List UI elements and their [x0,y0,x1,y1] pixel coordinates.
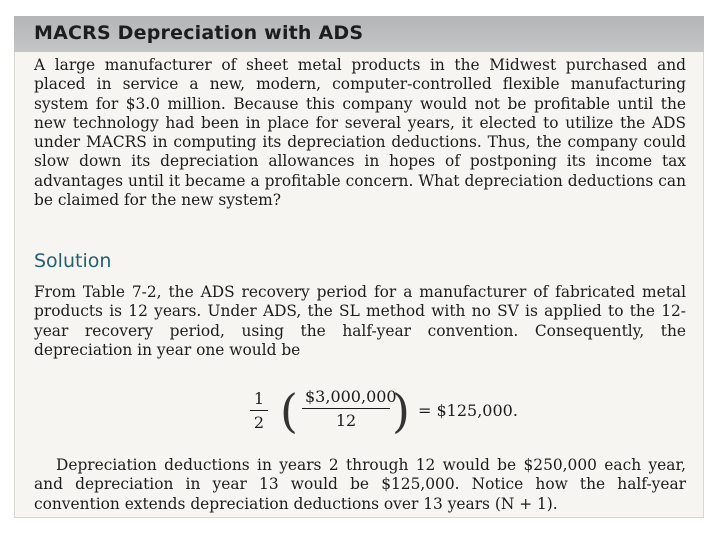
half-numerator: 1 [250,389,268,411]
solution-heading: Solution [34,250,112,272]
half-denominator: 2 [253,413,265,432]
equation-result: = $125,000. [418,401,518,420]
cost-fraction [302,387,397,430]
cost-numerator: $3,000,000 [302,387,390,409]
heading-bar [14,16,704,52]
solution-paragraph: From Table 7-2, the ADS recovery period for a manufacturer of fabricated metal products is 12 years. Under ADS, the SL method with no SV is applied to the 12-year recovery period, using the half-year convention. Consequently, the depreciation in year one would be [34,283,686,359]
scanned-page [14,16,704,518]
example-heading: MACRS Depreciation with ADS [34,22,364,44]
cost-denominator: 12 [335,411,357,430]
problem-paragraph: A large manufacturer of sheet metal products in the Midwest purchased and placed in service a new, modern, computer-controlled flexible manufacturing system for $3.0 million. Because this company would not be profitable until the new technology had been in place for several years, it elected to utilize the ADS under MACRS in computing its depreciation deductions. Thus, the company could slow down its depreciation allowances in hopes of postponing its income tax advantages until it became a profitable concern. What depreciation deductions can be claimed for the new system? [34,56,686,210]
depreciation-equation [242,381,682,451]
left-paren: ( [280,384,298,438]
right-paren: ) [392,384,410,438]
half-fraction [250,389,268,432]
conclusion-paragraph: Depreciation deductions in years 2 through 12 would be $250,000 each year, and depreciation in year 13 would be $125,000. Notice how the half-year convention extends depreciation deductions over 13 years (N + 1). [34,456,686,513]
